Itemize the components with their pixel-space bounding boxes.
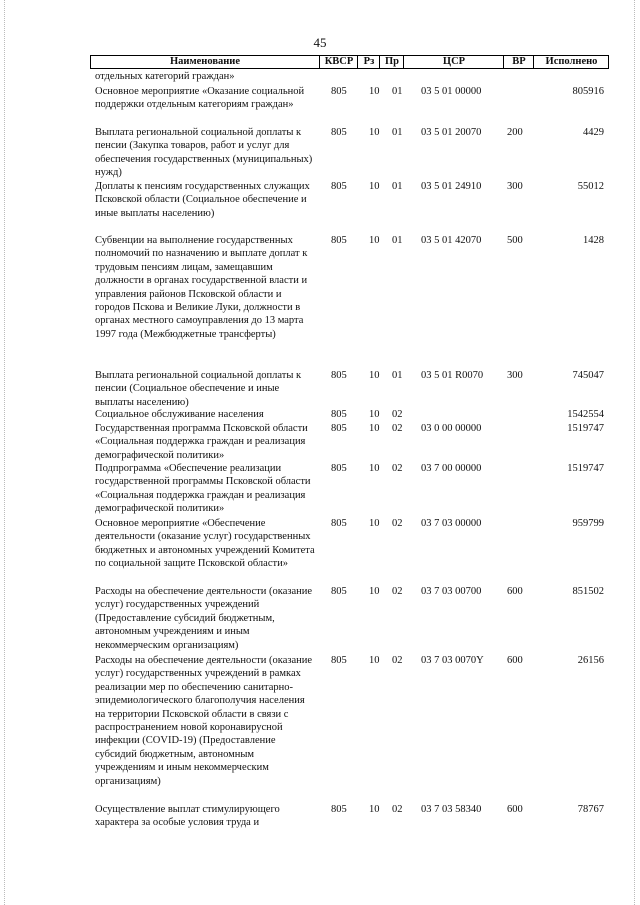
row-rz: 10 <box>369 518 380 529</box>
row-name: Социальное обслуживание населения <box>95 409 264 420</box>
row-vr: 600 <box>507 804 523 815</box>
row-pr: 01 <box>392 86 403 97</box>
row-ispolneno: 4429 <box>583 127 604 138</box>
row-vr: 200 <box>507 127 523 138</box>
row-name: Доплаты к пенсиям государственных служащих Псковской области (Социальное обеспечение и иные выплаты населению) <box>95 181 310 219</box>
row-vr: 300 <box>507 181 523 192</box>
row-ispolneno: 851502 <box>572 586 604 597</box>
row-pr: 01 <box>392 370 403 381</box>
row-kvsr: 805 <box>331 655 347 666</box>
row-pr: 01 <box>392 127 403 138</box>
row-csr: 03 7 03 0070Y <box>421 655 484 666</box>
row-ispolneno: 805916 <box>572 86 604 97</box>
row-kvsr: 805 <box>331 235 347 246</box>
row-kvsr: 805 <box>331 518 347 529</box>
row-csr: 03 7 03 00700 <box>421 586 482 597</box>
page-number: 45 <box>313 35 327 50</box>
row-csr: 03 7 03 00000 <box>421 518 482 529</box>
row-name: Расходы на обеспечение деятельности (оказание услуг) государственных учреждений (Предоставление субсидий бюджетным, автономным учреждениям и иным некоммерческим организациям) <box>95 586 313 651</box>
row-csr: 03 5 01 00000 <box>421 86 482 97</box>
row-ispolneno: 55012 <box>577 181 604 192</box>
row-kvsr: 805 <box>331 409 347 420</box>
header-rz: Рз <box>357 56 380 68</box>
row-kvsr: 805 <box>331 370 347 381</box>
page-edge-left <box>4 0 6 905</box>
row-vr: 600 <box>507 655 523 666</box>
row-name: Субвенции на выполнение государственных полномочий по назначению и выплате доплат к трудовым пенсиям лицам, замещавшим должности в органах государственной власти и управления районов Псковской области и городов Пскова и Великие Луки, должности в органах местного самоуправления до 13 марта 1997 года (Межбюджетные трансферты) <box>95 235 308 340</box>
row-pr: 02 <box>392 409 403 420</box>
row-rz: 10 <box>369 86 380 97</box>
row-ispolneno: 26156 <box>577 655 604 666</box>
row-name: Подпрограмма «Обеспечение реализации государственной программы Псковской области «Социальная поддержка граждан и реализация демографической политики» <box>95 463 311 515</box>
row-kvsr: 805 <box>331 181 347 192</box>
row-name: Выплата региональной социальной доплаты к пенсии (Закупка товаров, работ и услуг для обеспечения государственных (муниципальных) нужд) <box>95 127 313 179</box>
row-csr: 03 5 01 24910 <box>421 181 482 192</box>
row-kvsr: 805 <box>331 86 347 97</box>
row-name: Основное мероприятие «Обеспечение деятельности (оказание услуг) государственных бюджетных и автономных учреждений Комитета по социальной защите Псковской области» <box>95 518 315 570</box>
row-rz: 10 <box>369 127 380 138</box>
row-rz: 10 <box>369 235 380 246</box>
row-rz: 10 <box>369 655 380 666</box>
row-vr: 300 <box>507 370 523 381</box>
row-kvsr: 805 <box>331 127 347 138</box>
row-vr: 600 <box>507 586 523 597</box>
row-csr: 03 5 01 R0070 <box>421 370 484 381</box>
row-rz: 10 <box>369 409 380 420</box>
header-csr: ЦСР <box>403 56 504 68</box>
row-name: Государственная программа Псковской области «Социальная поддержка граждан и реализация демографической политики» <box>95 423 308 461</box>
row-csr: 03 5 01 20070 <box>421 127 482 138</box>
row-csr: 03 5 01 42070 <box>421 235 482 246</box>
row-kvsr: 805 <box>331 463 347 474</box>
row-ispolneno: 1519747 <box>567 423 604 434</box>
row-pr: 02 <box>392 804 403 815</box>
row-pr: 02 <box>392 655 403 666</box>
row-ispolneno: 1428 <box>583 235 604 246</box>
row-name: Осуществление выплат стимулирующего характера за особые условия труда и <box>95 804 280 829</box>
row-pr: 02 <box>392 586 403 597</box>
row-ispolneno: 78767 <box>577 804 604 815</box>
row-rz: 10 <box>369 181 380 192</box>
header-kvsr: КВСР <box>319 56 358 68</box>
row-name: отдельных категорий граждан» <box>95 71 235 82</box>
header-name: Наименование <box>170 56 240 67</box>
row-csr: 03 7 00 00000 <box>421 463 482 474</box>
row-rz: 10 <box>369 586 380 597</box>
row-kvsr: 805 <box>331 804 347 815</box>
row-rz: 10 <box>369 370 380 381</box>
row-name: Расходы на обеспечение деятельности (оказание услуг) государственных учреждений в рамках реализации мер по обеспечению санитарно-эпидемиологического благополучия населения на территории Псковской области в связи с распространением новой коронавирусной инфекции (COVID-19) (Предоставление субсидий бюджетным, автономным учреждениям и иным некоммерческим организациям) <box>95 655 313 787</box>
row-rz: 10 <box>369 463 380 474</box>
row-ispolneno: 745047 <box>572 370 604 381</box>
row-csr: 03 0 00 00000 <box>421 423 482 434</box>
row-vr: 500 <box>507 235 523 246</box>
row-ispolneno: 959799 <box>572 518 604 529</box>
row-rz: 10 <box>369 804 380 815</box>
row-ispolneno: 1542554 <box>567 409 604 420</box>
header-ispolneno: Исполнено <box>533 56 609 68</box>
row-rz: 10 <box>369 423 380 434</box>
row-name: Основное мероприятие «Оказание социальной поддержки отдельным категориям граждан» <box>95 86 305 111</box>
row-pr: 01 <box>392 235 403 246</box>
row-pr: 01 <box>392 181 403 192</box>
header-vr: ВР <box>503 56 534 68</box>
table-header <box>90 55 609 69</box>
row-name: Выплата региональной социальной доплаты к пенсии (Социальное обеспечение и иные выплаты населению) <box>95 370 302 408</box>
row-ispolneno: 1519747 <box>567 463 604 474</box>
row-kvsr: 805 <box>331 423 347 434</box>
row-kvsr: 805 <box>331 586 347 597</box>
page-edge-right <box>634 0 636 905</box>
row-pr: 02 <box>392 463 403 474</box>
row-pr: 02 <box>392 518 403 529</box>
row-csr: 03 7 03 58340 <box>421 804 482 815</box>
header-pr: Пр <box>379 56 404 68</box>
row-pr: 02 <box>392 423 403 434</box>
